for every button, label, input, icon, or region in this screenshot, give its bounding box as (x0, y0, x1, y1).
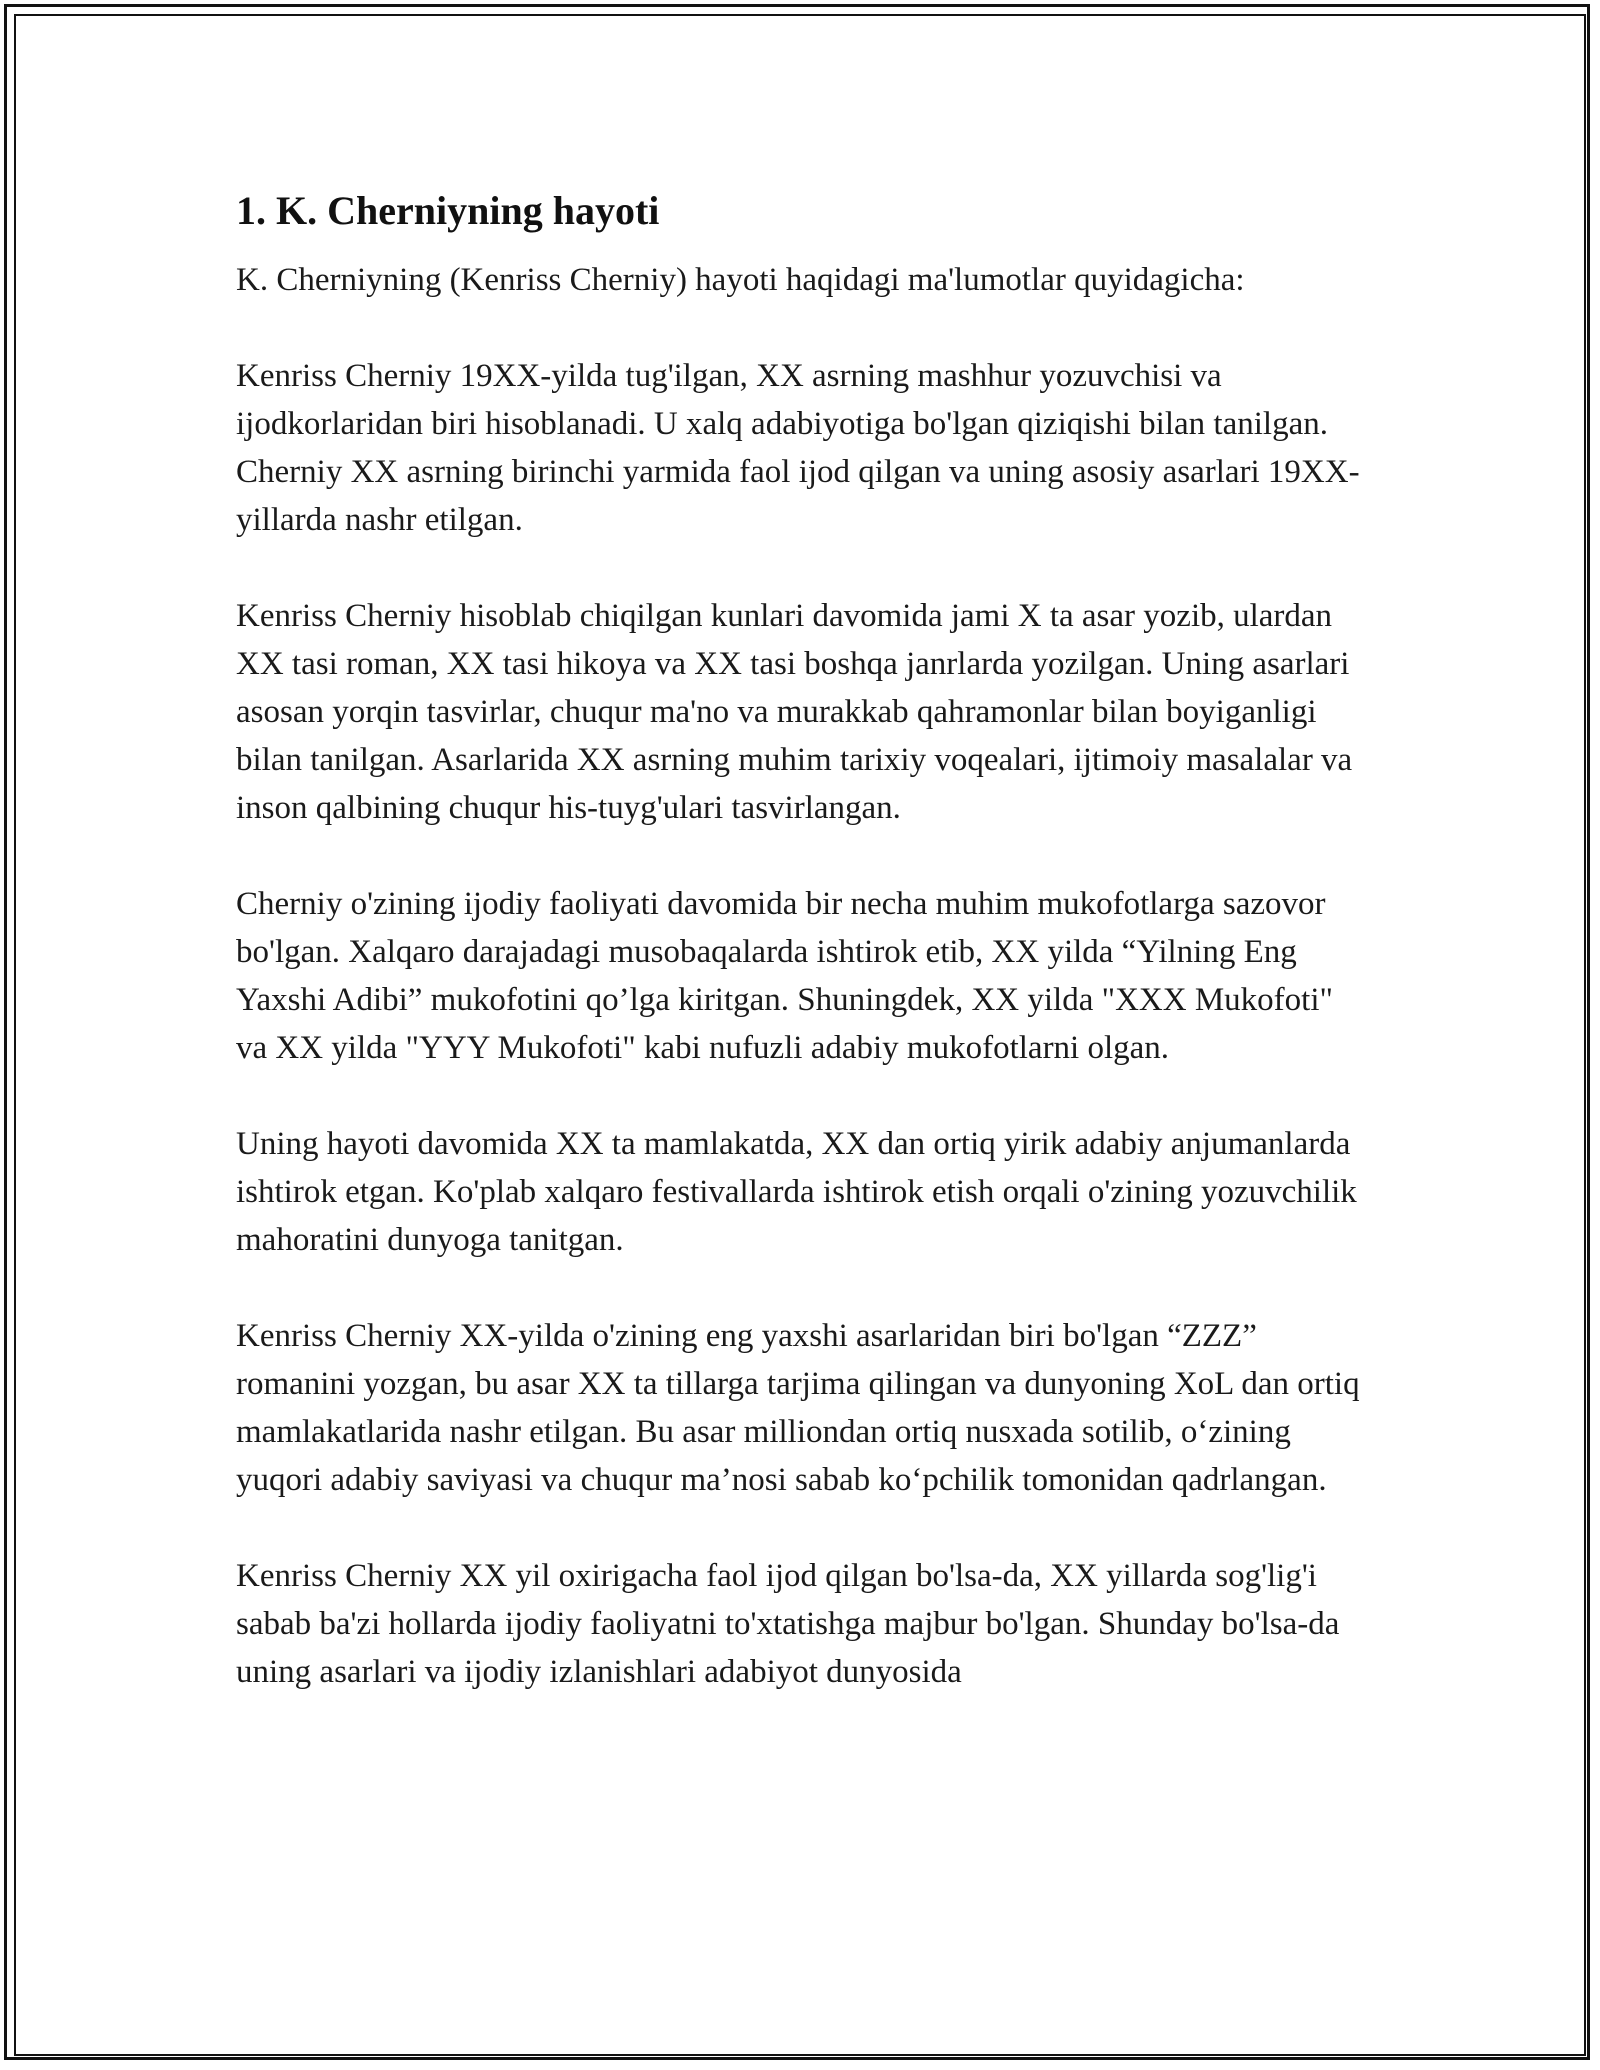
paragraph-awards: Cherniy o'zining ijodiy faoliyati davomida bir necha muhim mukofotlarga sazovor bo'lgan. Xalqaro darajadagi musobaqalarda ishtirok etib, XX yilda “Yilning Eng Yaxshi Adibi” mukofotini qo’lga kiritgan. Shuningdek, XX yilda "XXX Mukofoti" va XX yilda "YYY Mukofoti" kabi nufuzli adabiy mukofotlarni olgan. (236, 886, 1333, 1066)
paragraph-works: Kenriss Cherniy hisoblab chiqilgan kunlari davomida jami X ta asar yozib, ulardan XX tasi roman, XX tasi hikoya va XX tasi boshqa janrlarda yozilgan. Uning asarlari asosan yorqin tasvirlar, chuqur ma'no va murakkab qahramonlar bilan boyiganligi bilan tanilgan. Asarlarida XX asrning muhim tarixiy voqealari, ijtimoiy masalalar va inson qalbining chuqur his-tuyg'ulari tasvirlangan. (236, 598, 1353, 826)
paragraph-later-years: Kenriss Cherniy XX yil oxirigacha faol ijod qilgan bo'lsa-da, XX yillarda sog'lig'i sabab ba'zi hollarda ijodiy faoliyatni to'xtatishga majbur bo'lgan. Shunday bo'lsa-da uning asarlari va ijodiy izlanishlari adabiyot dunyosida (236, 1558, 1340, 1690)
section-heading: 1. K. Cherniyning hayoti (236, 188, 660, 233)
paragraph-novel: Kenriss Cherniy XX-yilda o'zining eng yaxshi asarlaridan biri bo'lgan “ZZZ” romanini yozgan, bu asar XX ta tillarga tarjima qilingan va dunyoning XoL dan ortiq mamlakatlarida nashr etilgan. Bu asar milliondan ortiq nusxada sotilib, o‘zining yuqori adabiy saviyasi va chuqur ma’nosi sabab ko‘pchilik tomonidan qadrlangan. (236, 1318, 1360, 1498)
paragraph-birth: Kenriss Cherniy 19XX-yilda tug'ilgan, XX asrning mashhur yozuvchisi va ijodkorlaridan biri hisoblanadi. U xalq adabiyotiga bo'lgan qiziqishi bilan tanilgan. Cherniy XX asrning birinchi yarmida faol ijod qilgan va uning asosiy asarlari 19XX-yillarda nashr etilgan. (236, 358, 1360, 538)
document-body (236, 186, 1366, 1744)
intro-paragraph: K. Cherniyning (Kenriss Cherniy) hayoti haqidagi ma'lumotlar quyidagicha: (236, 262, 1245, 298)
paragraph-travels: Uning hayoti davomida XX ta mamlakatda, XX dan ortiq yirik adabiy anjumanlarda ishtirok etgan. Ko'plab xalqaro festivallarda ishtirok etish orqali o'zining yozuvchilik mahoratini dunyoga tanitgan. (236, 1126, 1357, 1258)
